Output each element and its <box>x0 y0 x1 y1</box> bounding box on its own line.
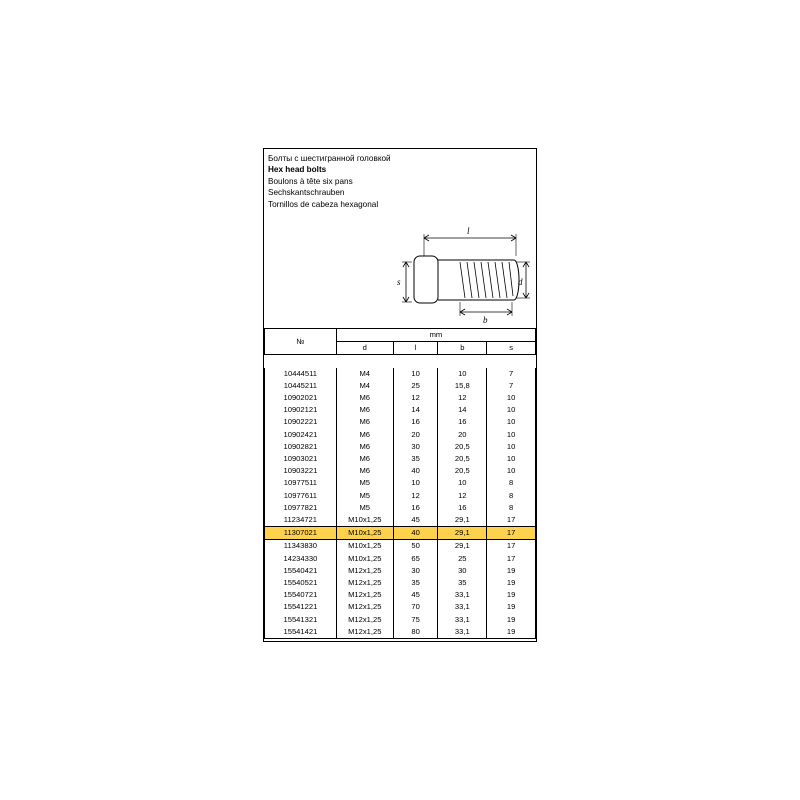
cell-d: M6 <box>336 404 393 416</box>
product-card <box>263 148 537 642</box>
table-row[interactable] <box>265 565 536 577</box>
cell-b: 20,5 <box>438 453 487 465</box>
cell-b: 29,1 <box>438 514 487 527</box>
cell-d: M12x1,25 <box>336 614 393 626</box>
cell-b: 25 <box>438 553 487 565</box>
table-row[interactable] <box>265 577 536 589</box>
cell-s: 19 <box>487 614 536 626</box>
cell-code: 11234721 <box>265 514 337 527</box>
cell-s: 8 <box>487 477 536 489</box>
cell-l: 20 <box>393 429 438 441</box>
cell-d: M6 <box>336 392 393 404</box>
cell-code: 15540421 <box>265 565 337 577</box>
title-line-es: Tornillos de cabeza hexagonal <box>268 199 379 209</box>
cell-l: 50 <box>393 540 438 553</box>
cell-code: 10902021 <box>265 392 337 404</box>
cell-s: 17 <box>487 540 536 553</box>
cell-l: 30 <box>393 441 438 453</box>
table-spacer-cell <box>265 355 337 368</box>
cell-s: 19 <box>487 626 536 639</box>
cell-code: 10445211 <box>265 380 337 392</box>
cell-b: 15,8 <box>438 380 487 392</box>
dimension-label-b: b <box>483 315 488 326</box>
header-col-d: d <box>336 342 393 355</box>
title-line-fr: Boulons à tête six pans <box>268 176 353 186</box>
dimension-label-s: s <box>397 277 401 288</box>
cell-l: 75 <box>393 614 438 626</box>
cell-d: M10x1,25 <box>336 540 393 553</box>
cell-l: 35 <box>393 577 438 589</box>
cell-d: M4 <box>336 380 393 392</box>
table-row[interactable] <box>265 502 536 514</box>
title-block <box>264 149 536 210</box>
table-row[interactable] <box>265 601 536 613</box>
cell-code: 10902221 <box>265 416 337 428</box>
cell-b: 33,1 <box>438 614 487 626</box>
title-line-ru: Болты с шестигранной головкой <box>268 154 391 163</box>
cell-s: 17 <box>487 527 536 540</box>
cell-code: 10903021 <box>265 453 337 465</box>
cell-l: 65 <box>393 553 438 565</box>
cell-b: 29,1 <box>438 527 487 540</box>
cell-s: 8 <box>487 502 536 514</box>
cell-code: 11307021 <box>265 527 337 540</box>
cell-s: 8 <box>487 490 536 502</box>
cell-s: 10 <box>487 416 536 428</box>
dimension-label-l: l <box>467 226 470 237</box>
cell-d: M6 <box>336 429 393 441</box>
table-row[interactable] <box>265 540 536 553</box>
cell-d: M12x1,25 <box>336 626 393 639</box>
cell-code: 14234330 <box>265 553 337 565</box>
cell-s: 10 <box>487 453 536 465</box>
header-col-l: l <box>393 342 438 355</box>
cell-s: 10 <box>487 404 536 416</box>
cell-b: 16 <box>438 416 487 428</box>
cell-d: M10x1,25 <box>336 553 393 565</box>
cell-d: M10x1,25 <box>336 527 393 540</box>
cell-code: 15540521 <box>265 577 337 589</box>
table-row[interactable] <box>265 416 536 428</box>
cell-code: 10977611 <box>265 490 337 502</box>
cell-b: 20,5 <box>438 465 487 477</box>
cell-l: 16 <box>393 416 438 428</box>
header-unit-mm: mm <box>336 329 535 342</box>
bolt-technical-drawing <box>264 210 536 328</box>
cell-d: M10x1,25 <box>336 514 393 527</box>
specification-table <box>264 328 536 639</box>
table-row[interactable] <box>265 429 536 441</box>
table-row[interactable] <box>265 380 536 392</box>
cell-d: M12x1,25 <box>336 565 393 577</box>
title-line-de: Sechskantschrauben <box>268 188 345 198</box>
cell-code: 15541421 <box>265 626 337 639</box>
table-row[interactable] <box>265 441 536 453</box>
cell-d: M12x1,25 <box>336 601 393 613</box>
cell-l: 14 <box>393 404 438 416</box>
cell-s: 17 <box>487 514 536 527</box>
table-body <box>265 355 536 639</box>
table-row[interactable] <box>265 392 536 404</box>
cell-code: 10902821 <box>265 441 337 453</box>
table-row[interactable] <box>265 490 536 502</box>
cell-b: 20,5 <box>438 441 487 453</box>
cell-l: 12 <box>393 392 438 404</box>
cell-b: 14 <box>438 404 487 416</box>
cell-s: 19 <box>487 589 536 601</box>
cell-l: 45 <box>393 514 438 527</box>
dimension-label-d: d <box>518 277 523 288</box>
cell-code: 10977511 <box>265 477 337 489</box>
cell-s: 7 <box>487 380 536 392</box>
header-number: № <box>265 329 337 355</box>
cell-d: M4 <box>336 368 393 380</box>
cell-l: 45 <box>393 589 438 601</box>
cell-l: 80 <box>393 626 438 639</box>
cell-b: 10 <box>438 477 487 489</box>
cell-d: M6 <box>336 441 393 453</box>
title-line-en: Hex head bolts <box>268 165 327 175</box>
cell-d: M12x1,25 <box>336 577 393 589</box>
cell-l: 25 <box>393 380 438 392</box>
header-col-s: s <box>487 342 536 355</box>
cell-d: M5 <box>336 490 393 502</box>
cell-b: 33,1 <box>438 601 487 613</box>
table-row[interactable] <box>265 465 536 477</box>
cell-b: 10 <box>438 368 487 380</box>
cell-l: 10 <box>393 477 438 489</box>
cell-s: 7 <box>487 368 536 380</box>
cell-b: 35 <box>438 577 487 589</box>
cell-code: 15541221 <box>265 601 337 613</box>
cell-b: 20 <box>438 429 487 441</box>
cell-d: M12x1,25 <box>336 589 393 601</box>
cell-d: M6 <box>336 465 393 477</box>
table-row[interactable] <box>265 368 536 380</box>
cell-b: 33,1 <box>438 626 487 639</box>
table-row[interactable] <box>265 514 536 527</box>
table-row[interactable] <box>265 477 536 489</box>
table-row[interactable] <box>265 453 536 465</box>
cell-code: 15541321 <box>265 614 337 626</box>
table-spacer-cell <box>487 355 536 368</box>
cell-l: 35 <box>393 453 438 465</box>
cell-d: M5 <box>336 502 393 514</box>
cell-code: 11343830 <box>265 540 337 553</box>
table-row[interactable] <box>265 626 536 639</box>
cell-b: 30 <box>438 565 487 577</box>
cell-s: 19 <box>487 577 536 589</box>
cell-b: 12 <box>438 490 487 502</box>
cell-s: 10 <box>487 465 536 477</box>
cell-code: 15540721 <box>265 589 337 601</box>
table-row[interactable] <box>265 553 536 565</box>
table-header-row-1 <box>265 329 536 342</box>
cell-l: 30 <box>393 565 438 577</box>
cell-b: 33,1 <box>438 589 487 601</box>
table-row[interactable] <box>265 527 536 540</box>
cell-code: 10903221 <box>265 465 337 477</box>
table-head <box>265 329 536 355</box>
cell-d: M5 <box>336 477 393 489</box>
cell-code: 10902421 <box>265 429 337 441</box>
cell-b: 12 <box>438 392 487 404</box>
table-row[interactable] <box>265 404 536 416</box>
cell-b: 29,1 <box>438 540 487 553</box>
cell-l: 10 <box>393 368 438 380</box>
cell-l: 12 <box>393 490 438 502</box>
cell-s: 19 <box>487 601 536 613</box>
table-spacer-cell <box>438 355 487 368</box>
cell-b: 16 <box>438 502 487 514</box>
cell-d: M6 <box>336 453 393 465</box>
cell-s: 10 <box>487 429 536 441</box>
cell-d: M6 <box>336 416 393 428</box>
table-row[interactable] <box>265 614 536 626</box>
cell-s: 10 <box>487 441 536 453</box>
table-row[interactable] <box>265 589 536 601</box>
cell-l: 70 <box>393 601 438 613</box>
cell-l: 40 <box>393 465 438 477</box>
cell-code: 10977821 <box>265 502 337 514</box>
cell-s: 10 <box>487 392 536 404</box>
bolt-drawing-svg <box>264 210 536 328</box>
cell-code: 10444511 <box>265 368 337 380</box>
table-spacer-cell <box>336 355 393 368</box>
table-spacer-row <box>265 355 536 368</box>
cell-l: 40 <box>393 527 438 540</box>
cell-s: 19 <box>487 565 536 577</box>
header-col-b: b <box>438 342 487 355</box>
cell-code: 10902121 <box>265 404 337 416</box>
cell-l: 16 <box>393 502 438 514</box>
cell-s: 17 <box>487 553 536 565</box>
table-spacer-cell <box>393 355 438 368</box>
